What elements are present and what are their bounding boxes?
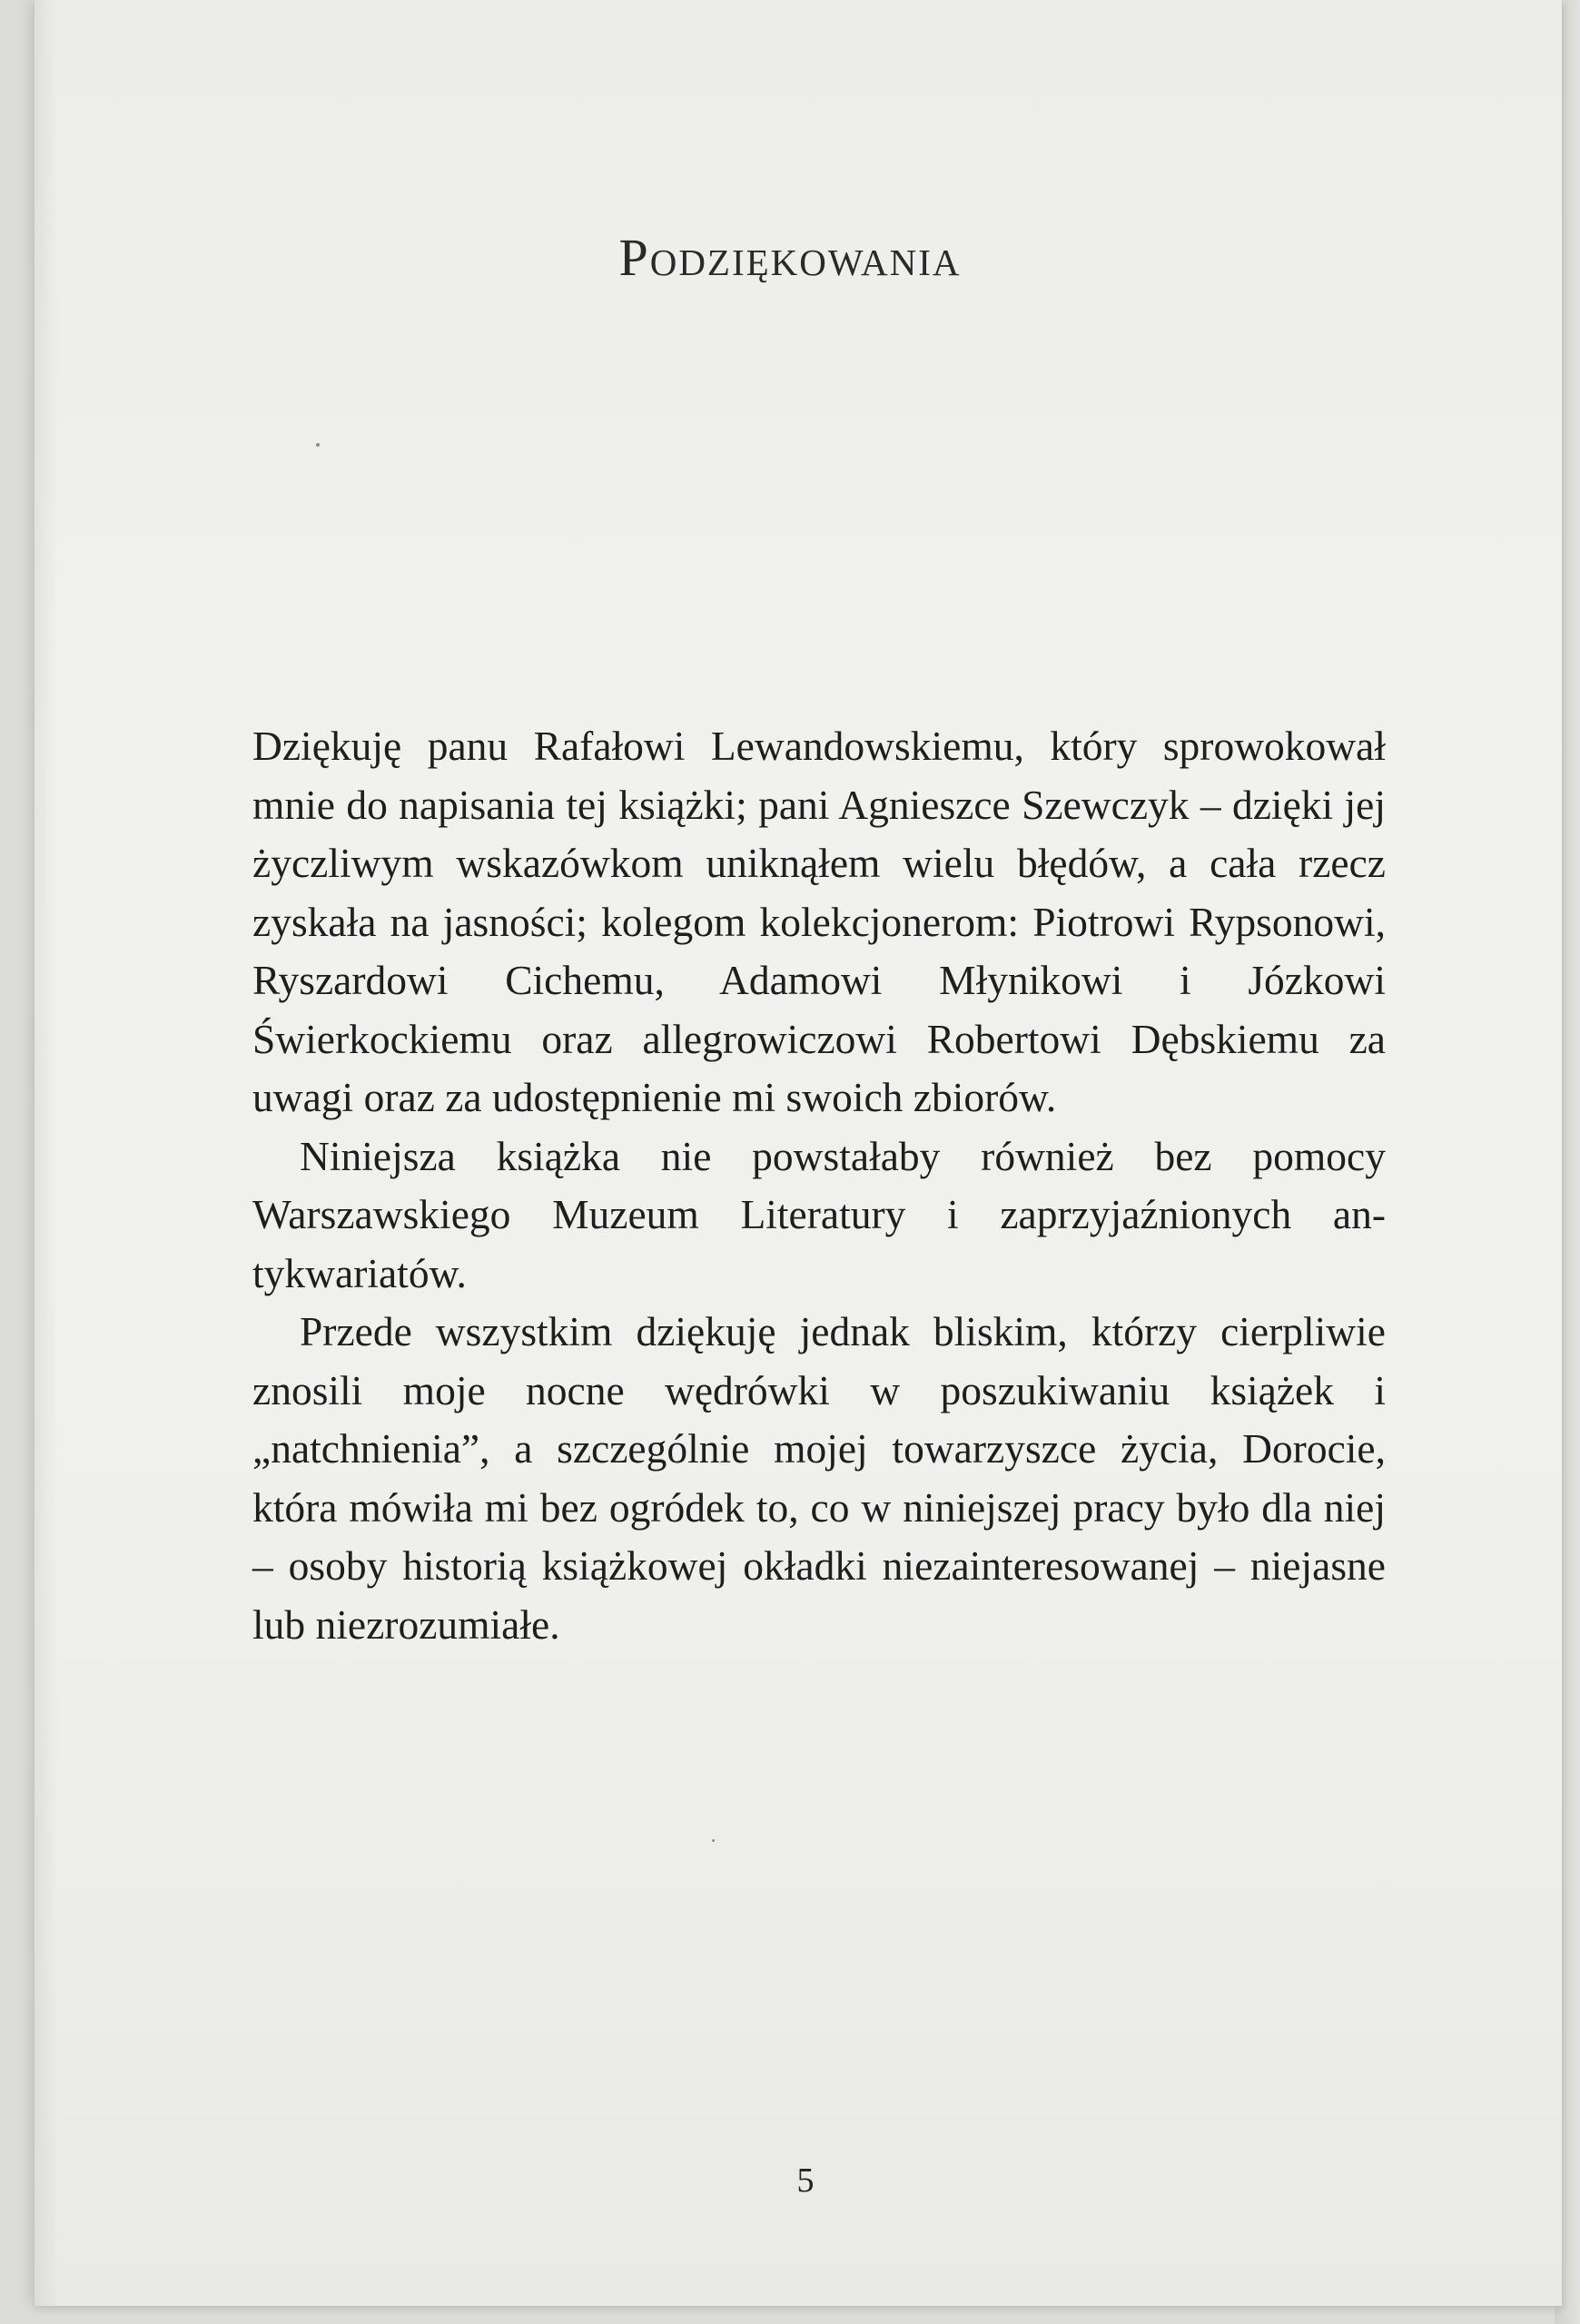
page-title: Podziękowania: [618, 228, 962, 287]
paper-speck: [712, 1839, 715, 1842]
paragraph-1: Dziękuję panu Rafałowi Lewandowskiemu, który sprowokował mnie do napisania tej książki; pani Agnieszce Szewczyk – dzięki jej życzliwym wskazówkom uniknąłem wielu błędów, a cała rzecz zyskała na jasności; kolegom kolekcjonerom: Piotrowi Rypsonowi, Ryszardowi Cichemu, Adamowi Młynikowi i Józkowi Świerkockiemu oraz allegrowiczowi Robertowi Dębskiemu za uwagi oraz za udostępnienie mi swoich zbiorów.: [252, 723, 1386, 1120]
paragraph-2: Niniejsza książka nie powstałaby również bez pomocy Warszawskiego Muzeum Literatury i zaprzyjaźnionych antykwariatów.: [252, 1132, 1386, 1296]
paper-speck: [316, 443, 320, 447]
page-number: 5: [796, 2162, 815, 2200]
page-gutter-shadow: [35, 0, 58, 2306]
paragraph-3: Przede wszystkim dziękuję jednak bliskim, którzy cierpliwie znosili moje nocne wędrówki w poszukiwaniu książek i „natchnienia”, a szczególnie mojej towarzyszce życia, Dorocie, która mówiła mi bez ogródek to, co w niniejszej pracy było dla niej – osoby historią książkowej okładki niezainteresowanej – niejasne lub niezrozumiałe.: [252, 1308, 1386, 1648]
acknowledgements-text: [252, 717, 1386, 1654]
